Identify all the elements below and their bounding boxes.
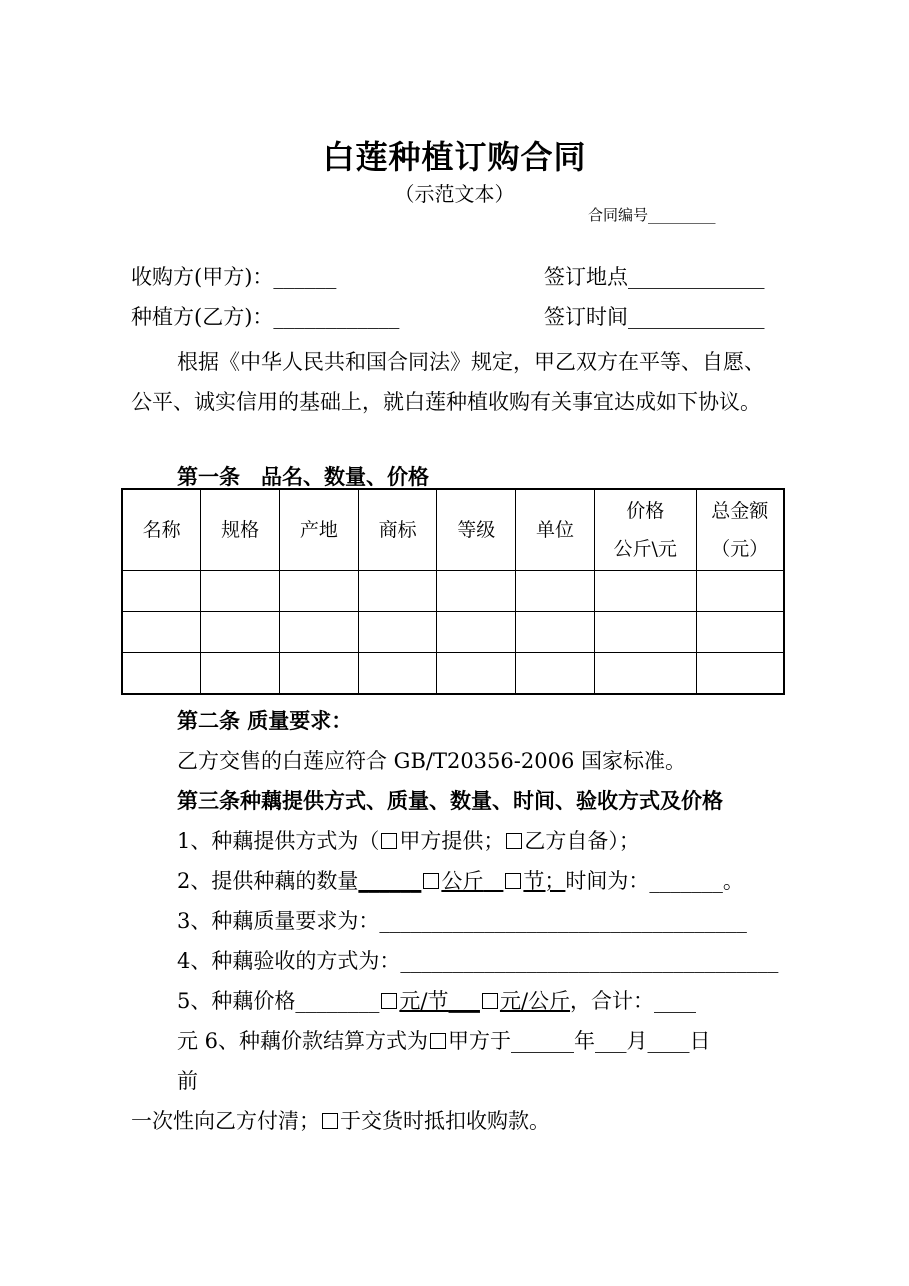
item6-text-a: 元 6、种藕价款结算方式为 [177,1029,429,1053]
sign-place-label: 签订地点 [544,265,628,289]
table-cell[interactable] [358,653,437,695]
header-total [696,489,784,571]
table-cell[interactable] [201,571,280,612]
item4-text: 4、种藕验收的方式为： [177,949,401,973]
item1-text-b: 甲方提供； [399,829,505,853]
table-header-row [122,489,784,571]
item2-quantity-field[interactable] [358,869,565,893]
article1-heading: 第一条 品名、数量、价格 [177,465,429,489]
item1-line [177,826,640,856]
header-price [594,489,696,571]
item5-blank2[interactable]: ___ [448,989,480,1013]
item6-line-before: 前 [177,1069,198,1093]
header-grade: 等级 [437,489,516,571]
table-cell[interactable] [696,571,784,612]
item6-day-blank[interactable]: ____ [647,1029,690,1053]
table-cell[interactable] [437,653,516,695]
table-cell[interactable] [516,612,595,653]
sign-place-line [544,262,765,292]
product-table [121,488,785,695]
table-row [122,571,784,612]
table-cell[interactable] [437,571,516,612]
table-cell[interactable] [122,571,201,612]
item5-text-d: ，合计： [570,989,655,1013]
item2-blank1: ______ [358,869,422,893]
checkbox-icon[interactable] [430,1033,446,1049]
checkbox-icon[interactable] [506,833,522,849]
table-row [122,612,784,653]
checkbox-icon[interactable] [381,833,397,849]
item5-blank3[interactable]: ____ [654,989,697,1013]
header-unit: 单位 [516,489,595,571]
item1-text-a: 1、种藕提供方式为（ [177,829,380,853]
item2-text-a: 2、提供种藕的数量 [177,869,359,893]
item6-text-h: 于交货时抵扣收购款。 [340,1109,550,1133]
item6-text-c: 年 [574,1029,596,1053]
table-cell[interactable] [122,612,201,653]
table-row [122,653,784,695]
grower-blank: ____________ [273,305,400,329]
grower-line [131,302,399,332]
header-total-label: 总金额 [711,500,769,522]
item6-text-b: 甲方于 [448,1029,512,1053]
table-cell[interactable] [594,612,696,653]
table-cell[interactable] [358,612,437,653]
item2-text-e: 。 [722,869,744,893]
item6-text-d: 月 [626,1029,648,1053]
intro-paragraph: 根据《中华人民共和国合同法》规定，甲乙双方在平等、自愿、公平、诚实信用的基础上，就白莲种植收购有关事宜达成如下协议。 [131,350,765,414]
table-cell[interactable] [516,571,595,612]
item2-text-d: 时间为： [565,869,650,893]
item3-line [177,906,747,936]
table-cell[interactable] [516,653,595,695]
item3-blank[interactable]: ___________________________________ [379,909,747,933]
checkbox-icon[interactable] [423,873,439,889]
article3-heading: 第三条种藕提供方式、质量、数量、时间、验收方式及价格 [177,789,723,813]
table-cell[interactable] [594,571,696,612]
table-cell[interactable] [696,653,784,695]
item5-text-a: 5、种藕价格 [177,989,296,1013]
table-cell[interactable] [279,653,358,695]
contract-number-label: 合同编号 [588,206,649,224]
checkbox-icon[interactable] [482,993,498,1009]
table-cell[interactable] [201,653,280,695]
sign-time-blank: _____________ [628,305,765,329]
header-price-unit: 公斤\元 [613,538,677,560]
item5-text-b: 元/节 [399,989,449,1013]
header-spec: 规格 [201,489,280,571]
item5-blank1[interactable]: ________ [295,989,380,1013]
buyer-line [131,262,336,292]
buyer-label: 收购方(甲方)： [131,265,274,289]
checkbox-icon[interactable] [381,993,397,1009]
buyer-blank: ______ [273,265,337,289]
header-price-label: 价格 [626,500,665,522]
article2-heading: 第二条 质量要求： [177,709,353,733]
item2-blank2[interactable]: _______ [649,869,723,893]
header-origin: 产地 [279,489,358,571]
checkbox-icon[interactable] [505,873,521,889]
contract-number [588,204,716,225]
table-cell[interactable] [358,571,437,612]
table-cell[interactable] [594,653,696,695]
document-subtitle: （示范文本） [394,182,515,206]
contract-number-blank: _________ [648,206,716,224]
sign-place-blank: _____________ [628,265,765,289]
header-name: 名称 [122,489,201,571]
checkbox-icon[interactable] [322,1113,338,1129]
header-brand: 商标 [358,489,437,571]
table-cell[interactable] [437,612,516,653]
item6-month-blank[interactable]: ___ [595,1029,627,1053]
item2-text-b: 公斤 [441,869,484,893]
item5-line [177,986,696,1016]
item6-text-e: 日 [689,1029,711,1053]
table-cell[interactable] [122,653,201,695]
item2-text-c: 节； [523,869,566,893]
sign-time-line [544,302,765,332]
item2-line [177,866,744,896]
article2-text: 乙方交售的白莲应符合 GB/T20356-2006 国家标准。 [177,749,686,773]
grower-label: 种植方(乙方)： [131,305,274,329]
item6-text-g: 一次性向乙方付清； [131,1109,320,1133]
table-cell[interactable] [696,612,784,653]
item5-unit-options [379,989,570,1013]
item6-year-blank[interactable]: ______ [511,1029,575,1053]
document-title: 白莲种植订购合同 [322,138,587,176]
table-cell[interactable] [279,612,358,653]
table-cell[interactable] [201,612,280,653]
item5-text-c: 元/公斤 [499,989,571,1013]
item4-blank[interactable]: ____________________________________ [400,949,779,973]
item6-line [177,1026,711,1056]
header-total-unit: （元） [711,538,769,560]
item1-text-c: 乙方自备）； [524,829,640,853]
item3-text: 3、种藕质量要求为： [177,909,380,933]
item4-line [177,946,778,976]
sign-time-label: 签订时间 [544,305,628,329]
table-cell[interactable] [279,571,358,612]
item6-line-final [131,1106,550,1136]
